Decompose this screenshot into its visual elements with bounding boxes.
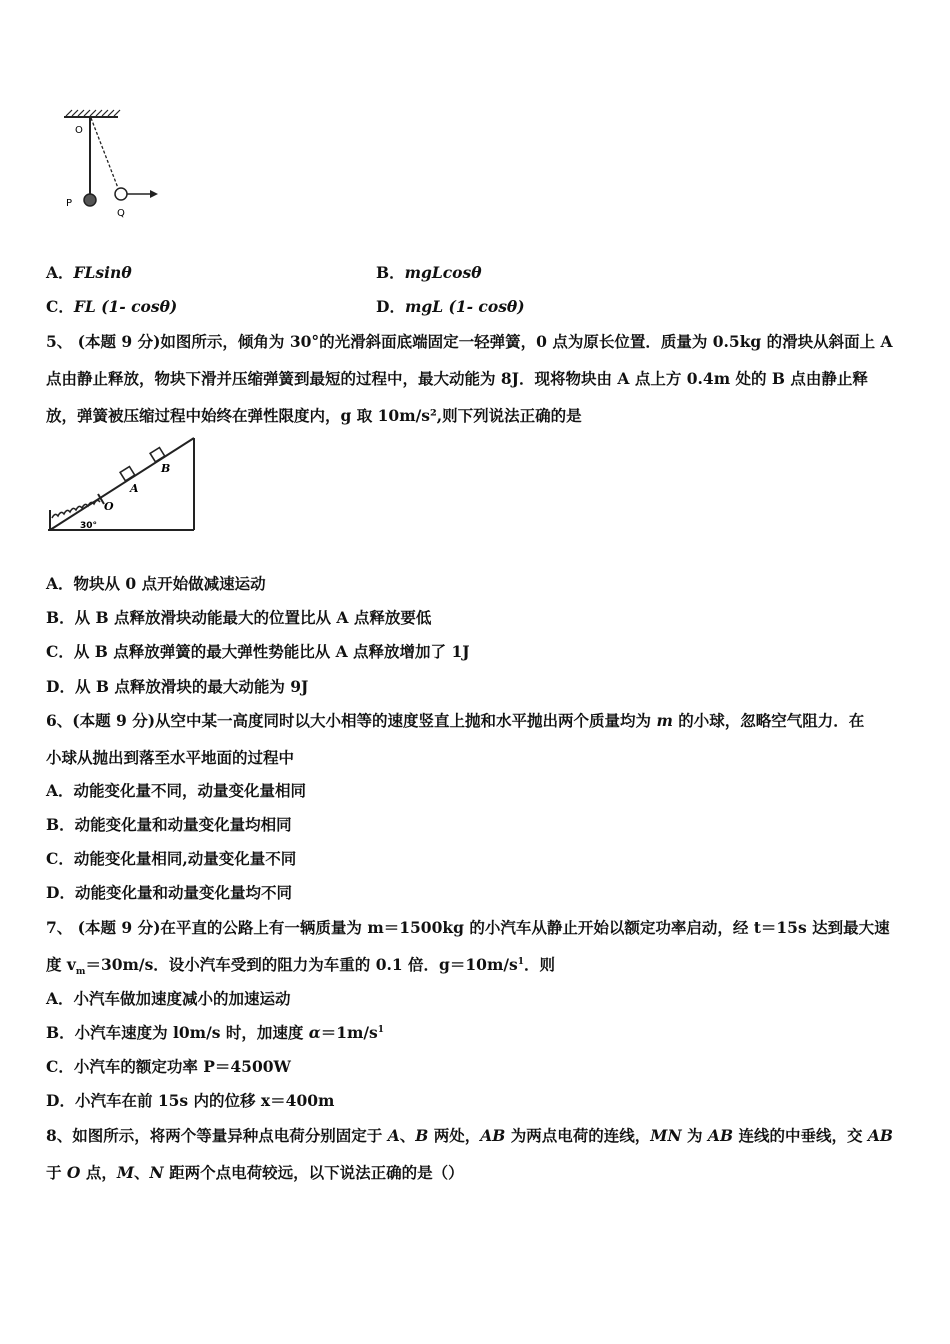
label-angle: 30° — [80, 521, 98, 531]
q6-stem-line-2: 小球从抛出到落至水平地面的过程中 — [46, 748, 295, 767]
q7-option-d: D．小汽车在前 15s 内的位移 x＝400m — [46, 1091, 335, 1110]
q6-option-a: A．动能变化量不同，动量变化量相同 — [46, 781, 307, 800]
pendulum-figure — [58, 108, 168, 228]
q4-option-b: B．mgLcosθ — [376, 263, 482, 282]
q5-stem-line-1: 5、 (本题 9 分)如图所示，倾角为 30°的光滑斜面底端固定一轻弹簧，0 点为原长位置．质量为 0.5kg 的滑块从斜面上 A — [46, 332, 893, 351]
label-o: O — [75, 125, 83, 136]
q5-stem-line-2: 点由静止释放，物块下滑并压缩弹簧到最短的过程中，最大动能为 8J．现将物块由 A 点上方 0.4m 处的 B 点由静止释 — [46, 369, 868, 388]
q7-option-c: C．小汽车的额定功率 P＝4500W — [46, 1057, 291, 1076]
q5-option-a: A．物块从 0 点开始做减速运动 — [46, 574, 266, 593]
label-b: B — [161, 462, 171, 475]
q6-option-b: B．动能变化量和动量变化量均相同 — [46, 815, 292, 834]
label-p: P — [66, 198, 73, 209]
label-a: A — [130, 482, 139, 495]
q7-option-b: B．小汽车速度为 l0m/s 时，加速度 $\alpha=1m/s^1$ — [46, 1023, 385, 1042]
q4-option-d: D．mgL (1- cosθ) — [376, 297, 525, 316]
q7-stem-line-2: 度 $v_m=30m/s$．设小汽车受到的阻力为车重的 0.1 倍．$g=10m/s^1$．则 — [46, 955, 556, 978]
q5-option-b: B．从 B 点释放滑块动能最大的位置比从 A 点释放要低 — [46, 608, 432, 627]
q7-option-a: A．小汽车做加速度减小的加速运动 — [46, 989, 291, 1008]
label-q: Q — [117, 208, 125, 219]
q5-stem-line-3: 放，弹簧被压缩过程中始终在弹性限度内，g 取 10m/s²,则下列说法正确的是 — [46, 406, 582, 425]
q7-stem-line-1: 7、 (本题 9 分)在平直的公路上有一辆质量为 m＝1500kg 的小汽车从静止开始以额定功率启动，经 t＝15s 达到最大速 — [46, 918, 890, 937]
q4-option-c: C．FL (1- cosθ) — [46, 297, 178, 316]
q5-option-d: D．从 B 点释放滑块的最大动能为 9J — [46, 677, 309, 696]
label-o: O — [104, 500, 114, 513]
q6-stem-line-1: 6、(本题 9 分)从空中某一高度同时以大小相等的速度竖直上抛和水平抛出两个质量均为 m 的小球，忽略空气阻力．在 — [46, 711, 865, 730]
q8-stem-line-2: 于 O 点，M、N 距两个点电荷较远，以下说法正确的是（） — [46, 1163, 464, 1182]
q5-option-c: C．从 B 点释放弹簧的最大弹性势能比从 A 点释放增加了 1J — [46, 642, 470, 661]
q6-option-c: C．动能变化量相同,动量变化量不同 — [46, 849, 297, 868]
q8-stem-line-1: 8、如图所示，将两个等量异种点电荷分别固定于 A、B 两处，AB 为两点电荷的连线，MN 为 AB 连线的中垂线，交 AB — [46, 1126, 893, 1145]
incline-figure — [44, 434, 200, 534]
q6-option-d: D．动能变化量和动量变化量均不同 — [46, 883, 292, 902]
q4-option-a: A．FLsinθ — [46, 263, 132, 282]
